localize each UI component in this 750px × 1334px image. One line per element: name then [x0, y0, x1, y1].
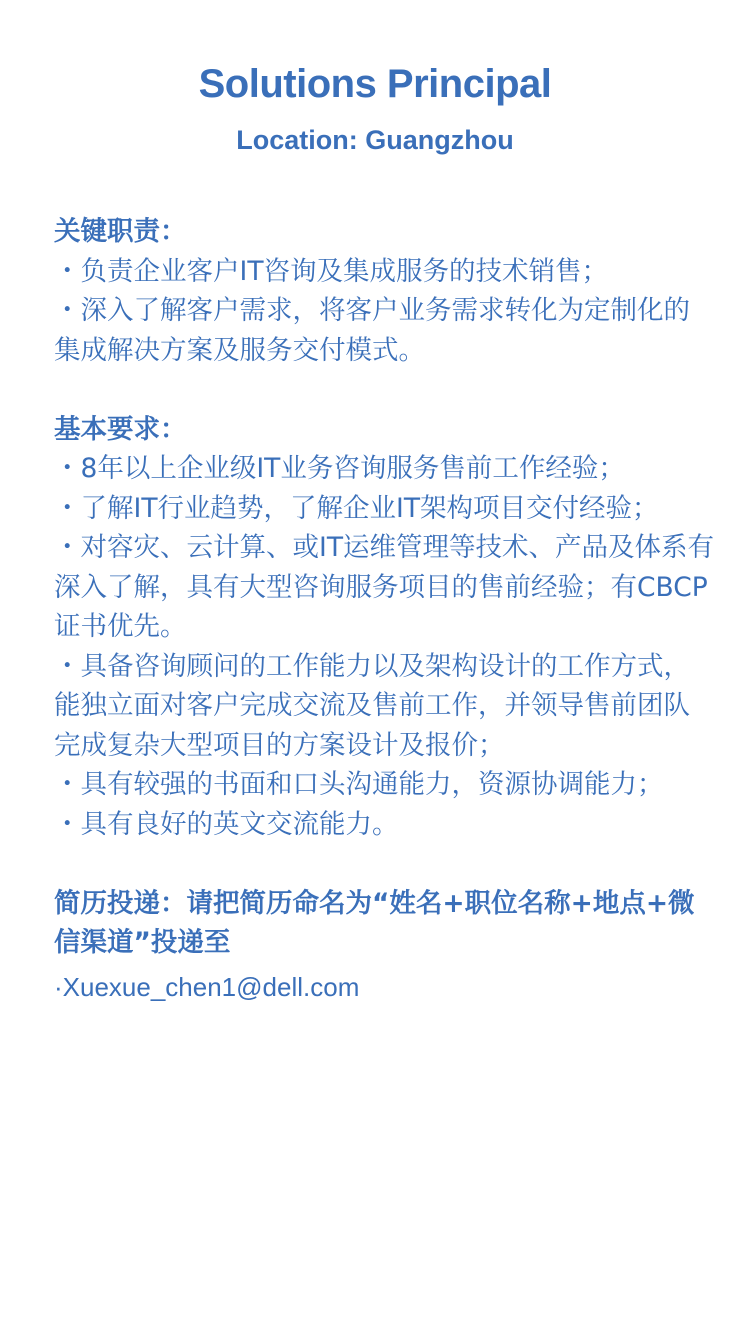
job-description: [54, 212, 714, 1033]
section-spacer: [54, 844, 714, 884]
section-spacer: [54, 370, 714, 410]
requirement-item: ・8年以上企业级IT业务咨询服务售前工作经验；: [54, 453, 625, 484]
requirement-item: ・具有较强的书面和口头沟通能力，资源协调能力；: [54, 769, 664, 800]
requirement-item: ・对容灾、云计算、或IT运维管理等技术、产品及体系有深入了解，具有大型咨询服务项目的售前经验；有CBCP证书优先。: [54, 532, 715, 642]
responsibilities-heading: 关键职责：: [54, 216, 187, 247]
responsibility-item: ・负责企业客户IT咨询及集成服务的技术销售；: [54, 255, 609, 287]
contact-email[interactable]: ·Xuexue_chen1@dell.com: [54, 971, 360, 1002]
requirements-heading: 基本要求：: [54, 413, 187, 445]
job-location: Location: Guangzhou: [236, 125, 514, 155]
requirement-item: ・了解IT行业趋势，了解企业IT架构项目交付经验；: [54, 492, 659, 524]
requirement-item: ・具备咨询顾问的工作能力以及架构设计的工作方式，能独立面对客户完成交流及售前工作，并领导售前团队完成复杂大型项目的方案设计及报价；: [54, 650, 690, 761]
requirement-item: ・具有良好的英文交流能力。: [54, 808, 399, 840]
responsibility-item: ・深入了解客户需求，将客户业务需求转化为定制化的集成解决方案及服务交付模式。: [54, 295, 690, 366]
job-title: Solutions Principal: [198, 62, 552, 106]
apply-heading: 简历投递：请把简历命名为“姓名+职位名称+地点+微信渠道”投递至: [54, 887, 695, 958]
